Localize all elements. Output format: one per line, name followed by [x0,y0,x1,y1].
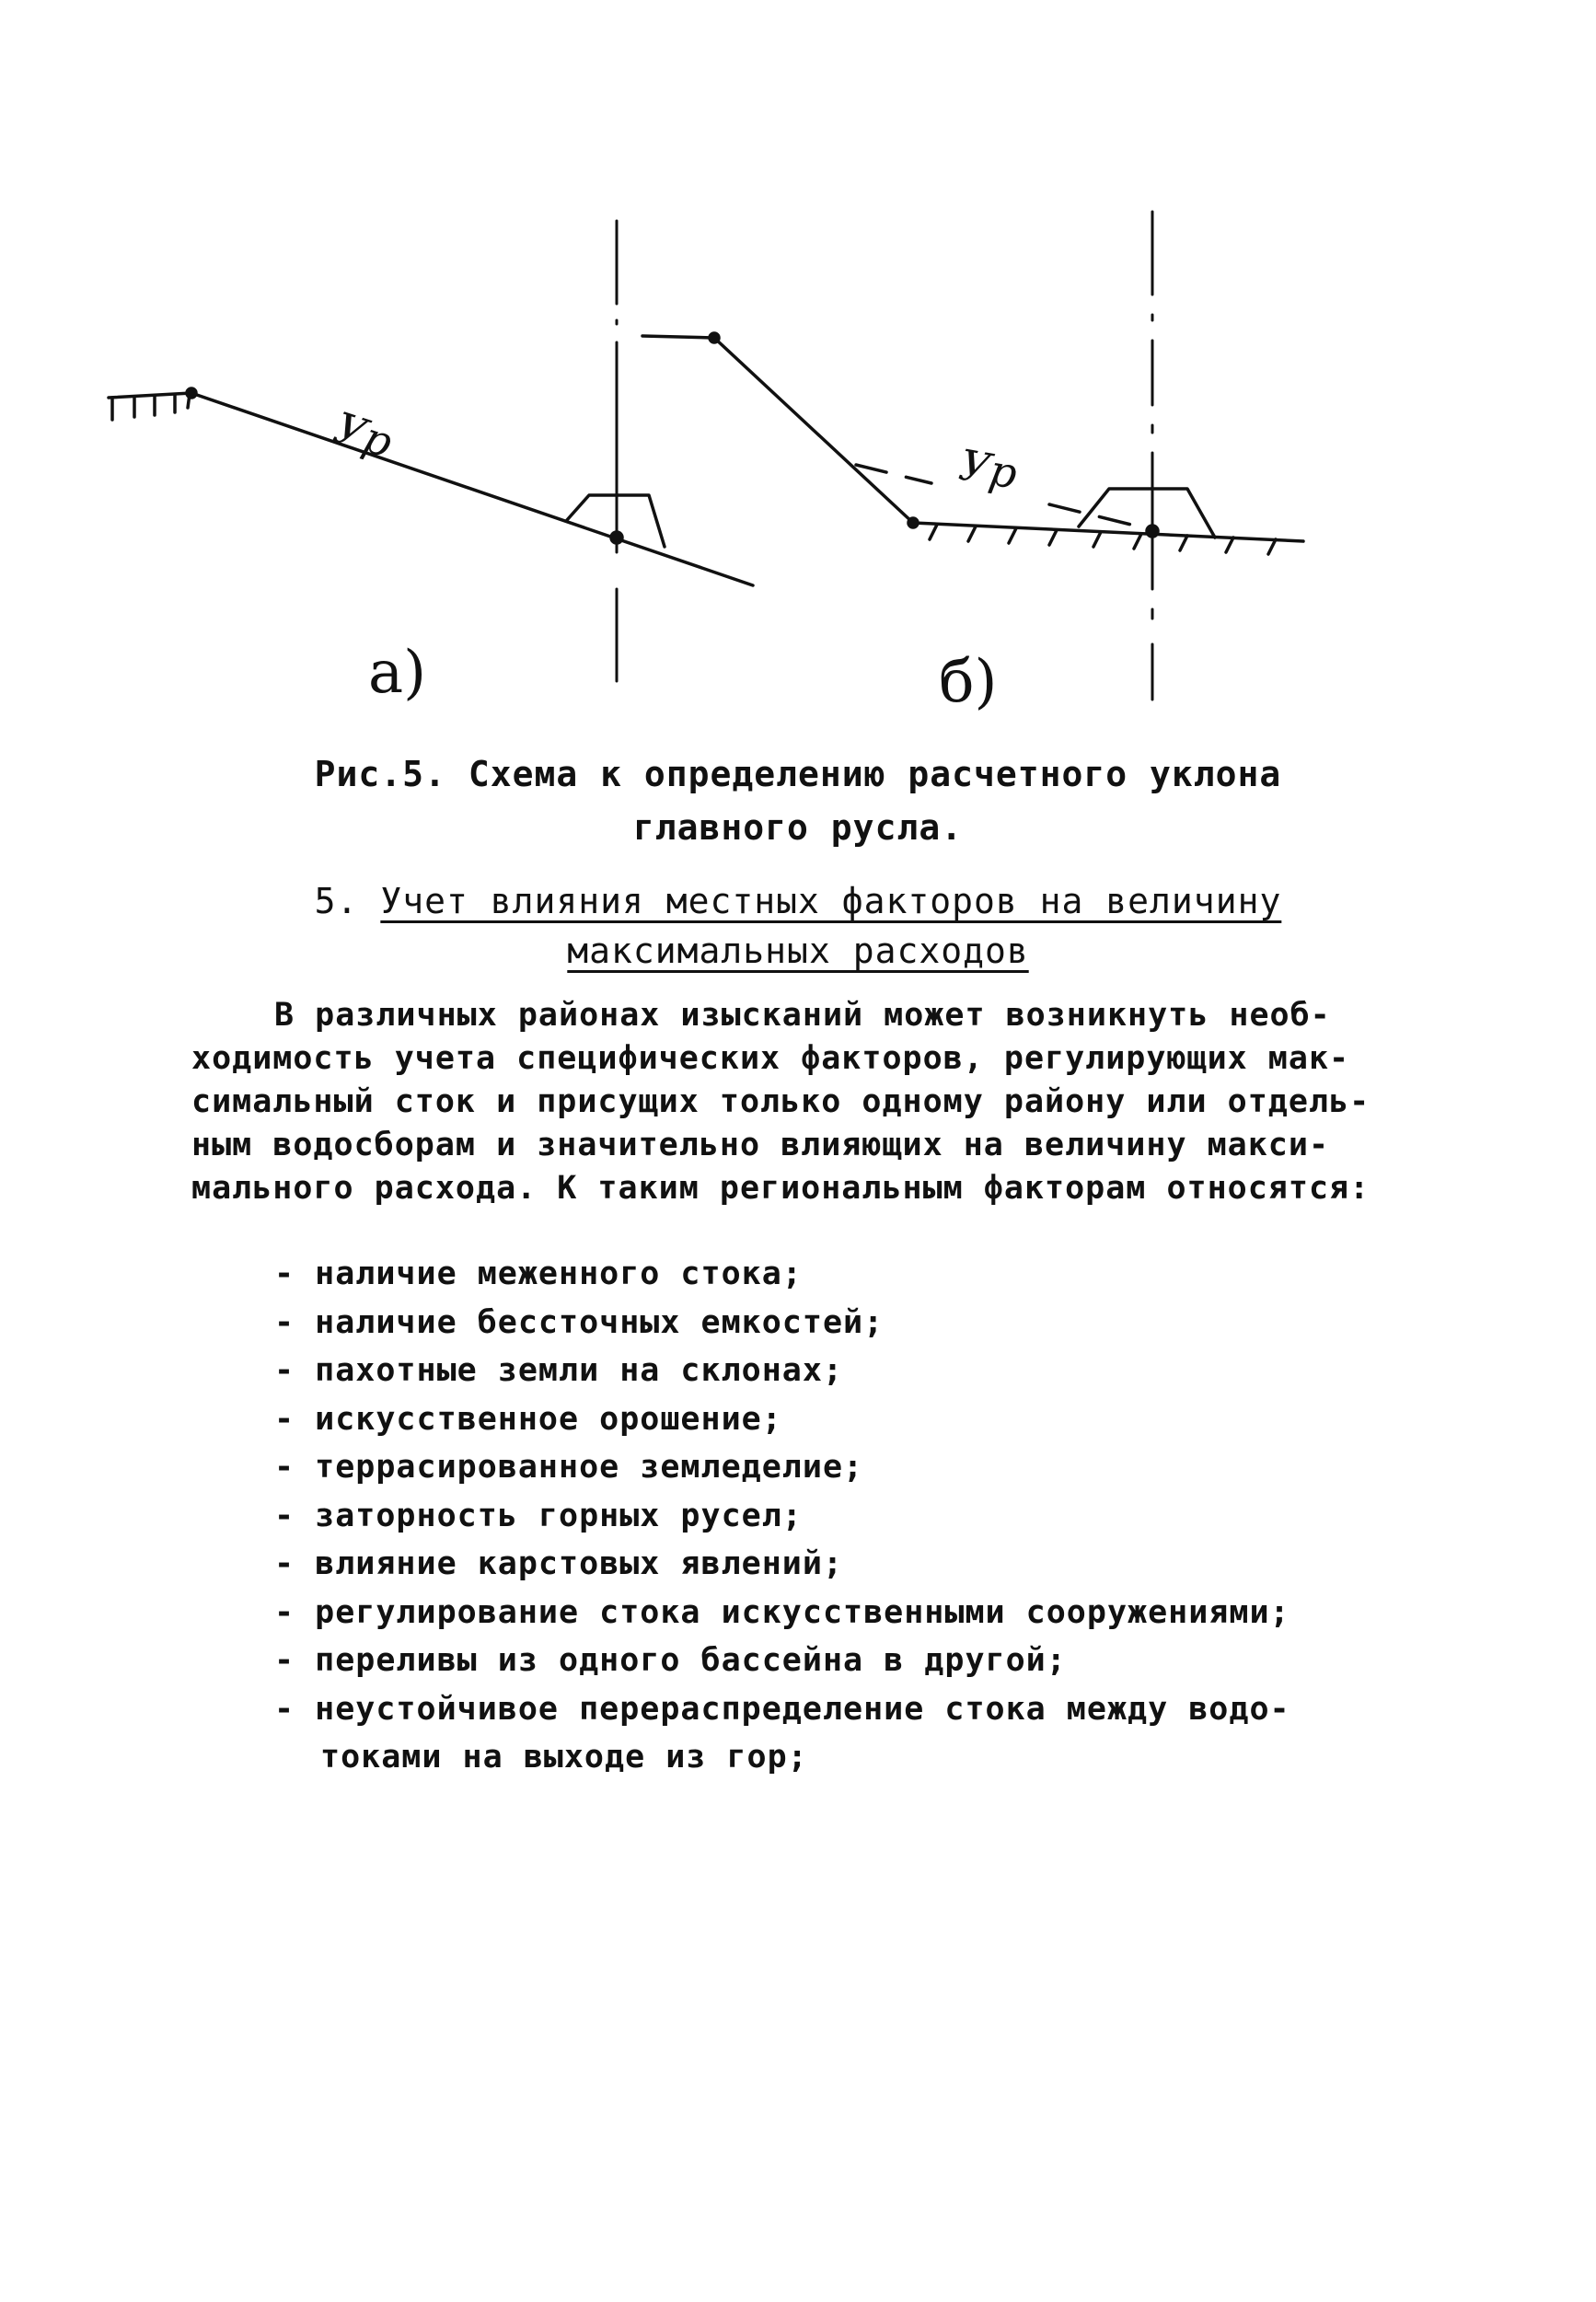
paragraph-line-2: ходимость учета специфических факторов, регулирующих мак- [191,1040,1350,1077]
slope-start-point-a [187,388,196,398]
section-number: 5. [314,881,359,921]
list-item-text: - пахотные земли на склонах; [274,1352,844,1389]
list-item-text: - наличие бессточных емкостей; [274,1303,885,1341]
section-title-text-1: Учет влияния местных факторов на величину [380,881,1282,921]
paragraph-line-5: мального расхода. К таким региональным факторам относятся: [191,1170,1370,1207]
top-line-b [642,336,714,338]
list-item-text: - неустойчивое перераспределение стока между водо- [274,1690,1290,1728]
caption-line-2: главного русла. [632,807,964,848]
list-item [274,1637,1379,1685]
list-item [274,1492,1379,1541]
list-item [274,1299,1379,1348]
section-title-text-2: максимальных расходов [567,931,1029,971]
paragraph-line-3: симальный сток и присущих только одному району или отдель- [191,1083,1370,1120]
regional-factors-list [274,1250,1379,1782]
list-item-continuation: токами на выходе из гор; [320,1739,808,1776]
slope-label-b: Уp [955,439,1022,499]
figure-caption [0,747,1596,854]
list-item [274,1347,1379,1395]
ground-line-a [109,393,191,398]
list-item [274,1250,1379,1299]
section-heading [0,876,1596,976]
caption-line-1: Рис.5. Схема к определению расчетного уклона [314,754,1282,794]
list-item [274,1395,1379,1444]
slope-bottom-point-b [908,518,918,527]
panel-a-label: а) [368,639,427,707]
list-item [274,1443,1379,1492]
list-item-text: - влияние карстовых явлений; [274,1545,844,1582]
panel-a-drawing [109,221,753,681]
list-item-text: - наличие меженного стока; [274,1255,803,1292]
steep-slope-b [714,338,913,523]
panel-b-label: б) [939,648,998,716]
list-item-text: - регулирование стока искусственными сооружениями; [274,1593,1290,1631]
slope-label-a: Уp [328,402,399,468]
list-item [274,1685,1379,1782]
slope-line-a [191,393,753,585]
hatching-b [930,525,1276,554]
list-item [274,1540,1379,1589]
list-item-text: - террасированное земледелие; [274,1449,864,1486]
section-title-line-1 [0,876,1596,926]
list-item-text: - заторность горных русел; [274,1497,803,1534]
paragraph-line-1: В различных районах изысканий может возникнуть необ- [274,997,1331,1034]
slope-diagram [0,0,1596,736]
body-paragraph [191,994,1388,1210]
list-item-text: - переливы из одного бассейна в другой; [274,1642,1067,1679]
list-item [274,1589,1379,1637]
list-item-text: - искусственное орошение; [274,1400,782,1438]
section-title-line-2 [0,926,1596,976]
paragraph-line-4: ным водосборам и значительно влияющих на величину макси- [191,1127,1330,1163]
